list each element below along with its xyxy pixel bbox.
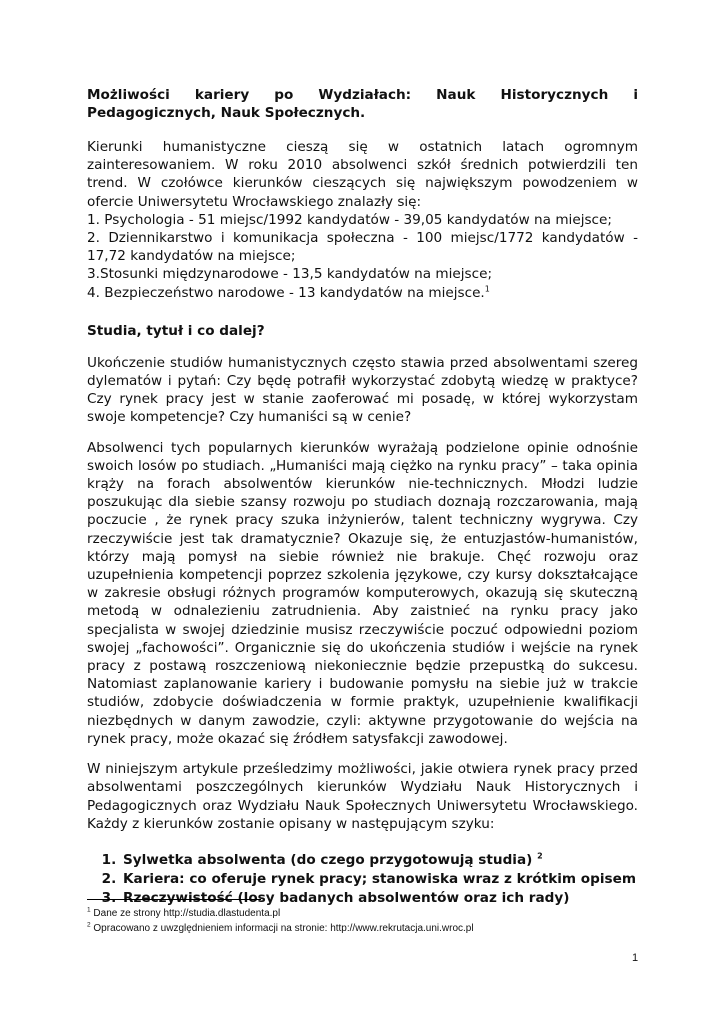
footnote-mark: 2	[87, 921, 91, 929]
footnote-mark: 1	[87, 906, 91, 914]
intro-paragraph	[87, 138, 638, 211]
structure-item	[121, 851, 638, 870]
ranking-item: 3.Stosunki międzynarodowe - 13,5 kandydatów na miejsce;	[87, 266, 493, 283]
body-paragraph: Absolwenci tych popularnych kierunków wyrażają podzielone opinie odnośnie swoich losów po studiach. „Humaniści mają ciężko na rynku pracy” – taka opinia krąży na forach absolwentów kierunków nie-technicznych. Młodzi ludzie poszukując dla siebie szansy rozwoju po studiach doznają rozczarowania, mają poczucie , że rynek pracy szuka inżynierów, talent techniczny wygrywa. Czy rzeczywiście jest tak dramatycznie? Okazuje się, że entuzjastów-humanistów, którzy mają pomysł na siebie również nie brakuje. Chęć rozwoju oraz uzupełnienia kompetencji poprzez szkolenia językowe, czy kursy dokształcające w zakresie obsługi różnych programów komputerowych, okazują się skuteczną metodą w odnalezieniu zatrudnienia. Aby zaistnieć na rynku pracy jako specjalista w swojej dziedzinie musisz rzeczywiście poczuć odpowiedni poziom swojej „fachowości”. Organicznie się do ukończenia studiów i wejście na rynek pracy z postawą roszczeniową niekoniecznie będzie przepustką do sukcesu. Natomiast zaplanowanie kariery i budowanie pomysłu na siebie już w trakcie studiów, zdobycie doświadczenia w formie praktyk, uzupełnienie kwalifikacji niezbędnych w danym zawodzie, czyli: aktywne przygotowanie do wejścia na rynek pracy, może okazać się źródłem satysfakcji zawodowej.	[87, 439, 638, 747]
footnote-text: Opracowano z uwzględnieniem informacji na stronie: http://www.rekrutacja.uni.wroc.pl	[93, 923, 474, 934]
document-body	[87, 86, 638, 908]
footnote	[87, 921, 638, 936]
structure-item-text: Sylwetka absolwenta (do czego przygotowują studia)	[123, 851, 533, 868]
footnote	[87, 906, 638, 921]
ranking-item: 1. Psychologia - 51 miejsc/1992 kandydatów - 39,05 kandydatów na miejsce;	[87, 211, 612, 228]
document-title: Możliwości kariery po Wydziałach: Nauk Historycznych i Pedagogicznych, Nauk Społecznych.	[87, 87, 638, 121]
footnote-ref[interactable]: 2	[537, 851, 543, 861]
body-paragraph: W niniejszym artykule prześledzimy możliwości, jakie otwiera rynek pracy przed absolwentami poszczególnych kierunków Wydziału Nauk Historycznych i Pedagogicznych oraz Wydziału Nauk Społecznych Uniwersytetu Wrocławskiego. Każdy z kierunków zostanie opisany w następującym szyku:	[87, 761, 638, 832]
intro-text: Kierunki humanistyczne cieszą się w ostatnich latach ogromnym zainteresowaniem. W roku 2010 absolwenci szkół średnich potwierdzili ten trend. W czołówce kierunków cieszących się największym powodzeniem w ofercie Uniwersytetu Wrocławskiego znalazły się:	[87, 139, 638, 210]
footnote-text: Dane ze strony http://studia.dlastudenta.pl	[93, 908, 281, 919]
structure-item: 3. Rzeczywistość (losy badanych absolwentów oraz ich rady)	[121, 889, 638, 908]
footnote-divider	[87, 899, 261, 900]
ranking-list	[87, 211, 638, 302]
ranking-item	[87, 284, 638, 302]
body-paragraph: Ukończenie studiów humanistycznych często stawia przed absolwentami szereg dylematów i pytań: Czy będę potrafił wykorzystać zdobytą wiedzę w praktyce? Czy rynek pracy jest w stanie zaoferować mi posadę, w której wykorzystam swoje kompetencje? Czy humaniści są w cenie?	[87, 354, 638, 426]
ranking-item-text: 4. Bezpieczeństwo narodowe - 13 kandydatów na miejsce.	[87, 284, 485, 301]
footnote-ref[interactable]: 1	[484, 284, 490, 294]
footnotes	[87, 906, 638, 936]
section-heading: Studia, tytuł i co dalej?	[87, 322, 265, 339]
structure-item: 2. Kariera: co oferuje rynek pracy; stanowiska wraz z krótkim opisem	[121, 870, 638, 889]
ranking-item: 2. Dziennikarstwo i komunikacja społeczna - 100 miejsc/1772 kandydatów - 17,72 kandydatów na miejsce;	[87, 230, 638, 265]
page-number: 1	[632, 952, 639, 964]
